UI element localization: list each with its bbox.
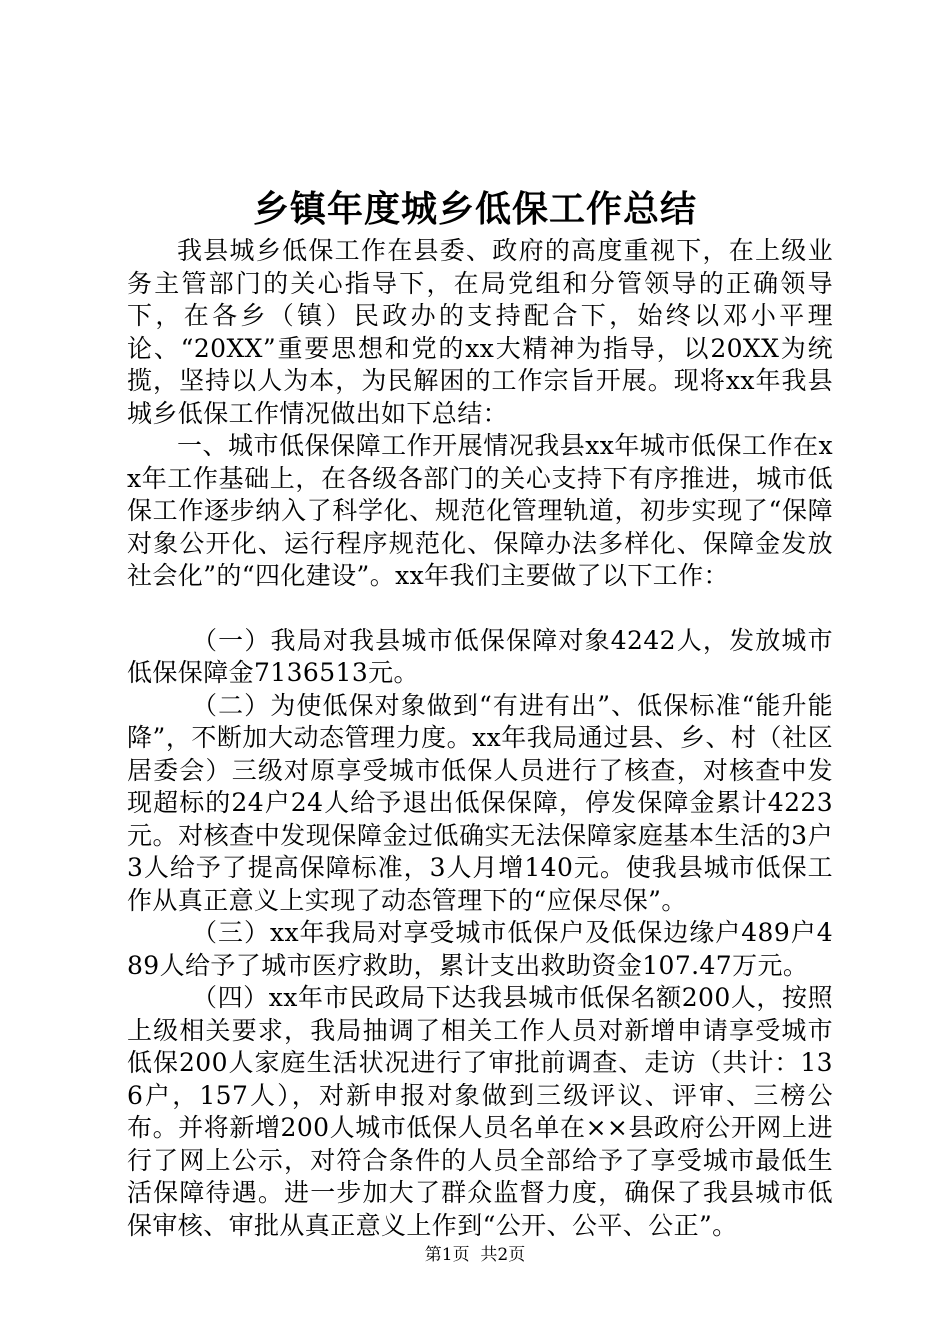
page-footer [0,1244,950,1266]
paragraph-spacer [127,593,833,625]
document-title: 乡镇年度城乡低保工作总结 [252,188,697,230]
item-two-paragraph: （二）为使低保对象做到“有进有出”、低保标准“能升能降”，不断加大动态管理力度。xx年我局通过县、乡、村（社区居委会）三级对原享受城市低保人员进行了核查，对核查中发现超标的24户24人给予退出低保保障，停发保障金累计4223元。对核查中发现保障金过低确实无法保障家庭基本生活的3户3人给予了提高保障标准，3人月增140元。使我县城市低保工作从真正意义上实现了动态管理下的“应保尽保”。 [127,690,833,915]
page-total: 共2页 [480,1245,526,1265]
item-three-paragraph: （三）xx年我局对享受城市低保户及低保边缘户489户489人给予了城市医疗救助，累计支出救助资金107.47万元。 [127,918,833,980]
document-body [127,235,833,1242]
page-number: 第1页 [424,1245,470,1265]
item-one-paragraph: （一）我局对我县城市低保保障对象4242人，发放城市低保保障金7136513元。 [127,625,833,687]
intro-paragraph: 我县城乡低保工作在县委、政府的高度重视下，在上级业务主管部门的关心指导下，在局党组和分管领导的正确领导下，在各乡（镇）民政办的支持配合下，始终以邓小平理论、“20XX”重要思想和党的xx大精神为指导，以20XX为统揽，坚持以人为本，为民解困的工作宗旨开展。现将xx年我县城乡低保工作情况做出如下总结： [127,236,833,428]
section-one-paragraph: 一、城市低保保障工作开展情况我县xx年城市低保工作在xx年工作基础上，在各级各部门的关心支持下有序推进，城市低保工作逐步纳入了科学化、规范化管理轨道，初步实现了“保障对象公开化、运行程序规范化、保障办法多样化、保障金发放社会化”的“四化建设”。xx年我们主要做了以下工作： [127,431,833,590]
item-four-paragraph: （四）xx年市民政局下达我县城市低保名额200人，按照上级相关要求，我局抽调了相关工作人员对新增申请享受城市低保200人家庭生活状况进行了审批前调查、走访（共计：136户，157人），对新申报对象做到三级评议、评审、三榜公布。并将新增200人城市低保人员名单在××县政府公开网上进行了网上公示，对符合条件的人员全部给予了享受城市最低生活保障待遇。进一步加大了群众监督力度，确保了我县城市低保审核、审批从真正意义上作到“公开、公平、公正”。 [127,983,833,1240]
